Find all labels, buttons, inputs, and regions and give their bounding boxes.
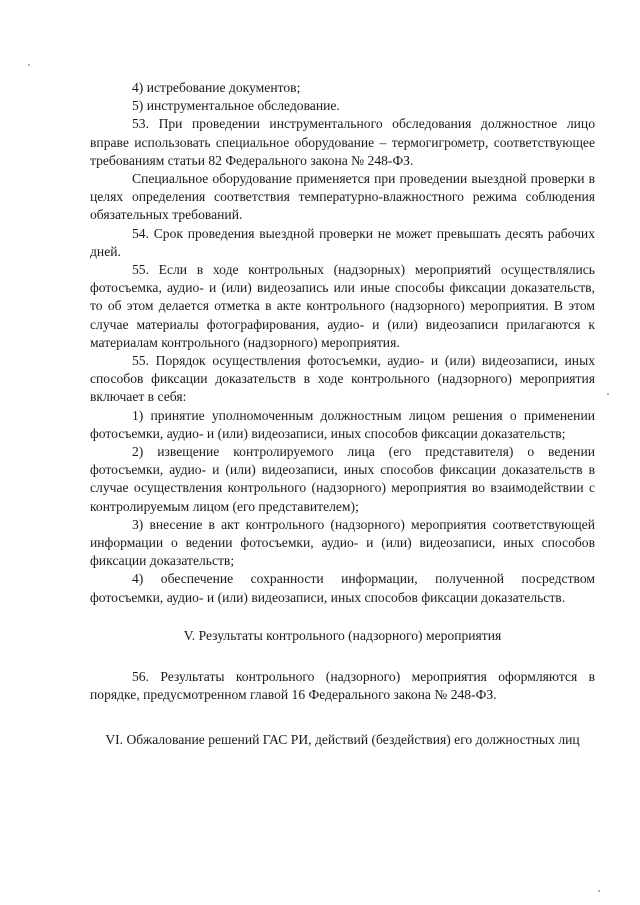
list-item-preservation: 4) обеспечение сохранности информации, полученной посредством фотосъемки, аудио- и (или) видеозаписи, иных способов фиксации доказательств. (90, 571, 595, 605)
list-item-decision: 1) принятие уполномоченным должностным лицом решения о применении фотосъемки, аудио- и (или) видеозаписи, иных способов фиксации доказательств; (90, 407, 595, 441)
scan-speck (28, 64, 30, 66)
scan-speck (607, 393, 609, 395)
paragraph-53-continued: Специальное оборудование применяется при проведении выездной проверки в целях определения соответствия температурно-влажностного режима соблюдения обязательных требований. (90, 171, 595, 223)
list-item-notification: 2) извещение контролируемого лица (его представителя) о ведении фотосъемки, аудио- и (или) видеозаписи, иных способов фиксации доказательств в случае осуществления контрольного (надзорного) мероприятия во взаимодействии с контролируемым лицом (его представителем); (90, 444, 595, 514)
section-6-heading: VI. Обжалование решений ГАС РИ, действий (бездействия) его должностных лиц (105, 731, 580, 747)
document-body (90, 79, 595, 749)
section-5-heading: V. Результаты контрольного (надзорного) мероприятия (183, 627, 502, 643)
paragraph-53: 53. При проведении инструментального обследования должностное лицо вправе использовать специальное оборудование – термогигрометр, соответствующее требованиям статьи 82 Федерального закона № 248-ФЗ. (90, 116, 595, 168)
paragraph-55-recording: 55. Если в ходе контрольных (надзорных) мероприятий осуществлялись фотосъемка, аудио- и (или) видеозапись или иные способы фиксации доказательств, то об этом делается отметка в акте контрольного (надзорного) мероприятия. В этом случае материалы фотографирования, аудио- и (или) видеозаписи прилагаются к материалам контрольного (надзорного) мероприятия. (90, 262, 595, 350)
list-item-act-entry: 3) внесение в акт контрольного (надзорного) мероприятия соответствующей информации о ведении фотосъемки, аудио- и (или) видеозаписи, иных способов фиксации доказательств; (90, 516, 595, 569)
scan-speck (598, 890, 600, 892)
list-item-instrumental-inspection: 5) инструментальное обследование. (132, 98, 340, 114)
paragraph-54: 54. Срок проведения выездной проверки не может превышать десять рабочих дней. (90, 225, 595, 259)
paragraph-56: 56. Результаты контрольного (надзорного) мероприятия оформляются в порядке, предусмотренном главой 16 Федерального закона № 248-ФЗ. (90, 669, 595, 703)
paragraph-55-procedure: 55. Порядок осуществления фотосъемки, аудио- и (или) видеозаписи, иных способов фиксации доказательств в ходе контрольного (надзорного) мероприятия включает в себя: (90, 353, 595, 405)
list-item-demand-documents: 4) истребование документов; (132, 80, 301, 95)
